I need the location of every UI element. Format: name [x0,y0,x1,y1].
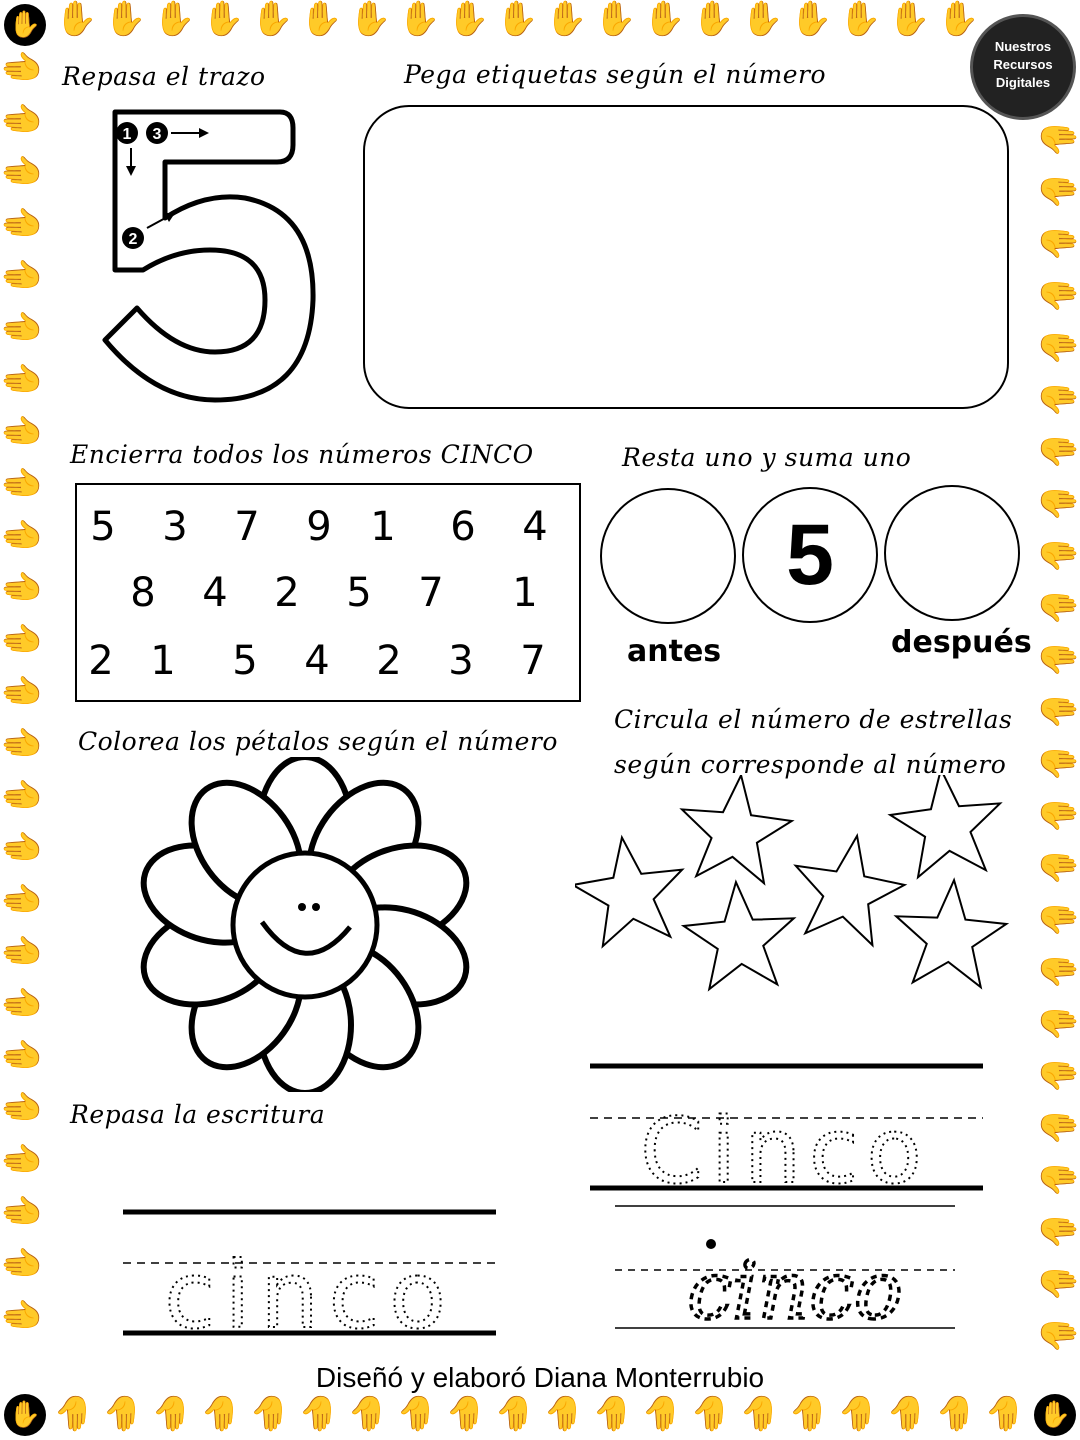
hand-icon: ✋ [1038,949,1078,992]
hand-icon: ✋ [2,462,42,505]
hand-icon: ✋ [1038,273,1078,316]
hand-icon: ✋ [1038,897,1078,940]
star[interactable] [675,775,796,885]
heading-stickers: Pega etiquetas según el número [404,60,827,89]
hand-icon: ✋ [1038,481,1078,524]
writing-lines-left [118,1205,503,1345]
hand-icon: ✋ [2,1086,42,1129]
grid-number[interactable]: 3 [162,504,188,550]
hand-icon: ✋ [2,150,42,193]
hand-icon: ✋ [1038,1157,1078,1200]
footer-credit: Diseñó y elaboró Diana Monterrubio [315,1362,765,1393]
step-2-label: 2 [128,231,138,248]
grid-number[interactable]: 9 [306,504,332,550]
hand-icon: ✋ [738,1393,781,1433]
hand-icon: ✋ [790,0,833,39]
star[interactable] [575,830,691,949]
heading-trace: Repasa el trazo [62,62,266,91]
hand-icon: ✋ [1038,689,1078,732]
hand-icon: ✋ [2,826,42,869]
hand-icon: ✋ [1038,533,1078,576]
logo-line-1: Nuestros [994,39,1052,54]
hand-icon: ✋ [52,1393,95,1433]
hand-icon: ✋ [1038,637,1078,680]
hand-icon: ✋ [1038,117,1078,160]
grid-number[interactable]: 7 [234,504,260,550]
hand-circle-icon: ✋ [4,4,46,46]
logo-badge [970,14,1076,120]
hand-icon: ✋ [2,566,42,609]
flower-eye [312,903,320,911]
hand-icon: ✋ [2,1190,42,1233]
grid-number[interactable]: 2 [376,638,402,684]
hand-icon: ✋ [1038,1053,1078,1096]
hand-icon: ✋ [2,306,42,349]
grid-number[interactable]: 8 [130,570,156,616]
hand-icon: ✋ [2,670,42,713]
hand-icon: ✋ [493,1393,536,1433]
before-label: antes [627,634,722,669]
hand-icon: ✋ [1038,325,1078,368]
hand-icon: ✋ [199,1393,242,1433]
flower-center [233,853,377,997]
hand-icon: ✋ [2,722,42,765]
grid-number[interactable]: 4 [304,638,330,684]
hand-icon: ✋ [689,1393,732,1433]
hand-icon: ✋ [2,774,42,817]
after-label: después [891,625,1032,660]
center-number: 5 [786,507,834,603]
hand-icon: ✋ [398,0,441,39]
star[interactable] [892,876,1009,988]
hand-icon: ✋ [1038,221,1078,264]
hand-icon: ✋ [2,254,42,297]
hand-icon: ✋ [2,410,42,453]
hand-icon: ✋ [1038,1313,1078,1356]
hand-circle-icon: ✋ [4,1394,46,1436]
trace-digit-five [85,100,325,410]
grid-number[interactable]: 4 [522,504,548,550]
hand-icon: ✋ [1038,1105,1078,1148]
hand-icon: ✋ [101,1393,144,1433]
hand-icon: ✋ [741,0,784,39]
step-1-label: 1 [122,126,132,143]
grid-number[interactable]: 1 [512,570,538,616]
hand-icon: ✋ [1038,1209,1078,1252]
hand-icon: ✋ [1038,1261,1078,1304]
hand-icon: ✋ [2,1034,42,1077]
hand-icon: ✋ [1038,793,1078,836]
grid-number[interactable]: 7 [520,638,546,684]
step-3-label: 3 [152,126,162,143]
hand-icon: ✋ [395,1393,438,1433]
hand-icon: ✋ [545,0,588,39]
hand-icon: ✋ [150,1393,193,1433]
heading-stars-1: Circula el número de estrellas [614,705,1013,734]
grid-number[interactable]: 7 [418,570,444,616]
hand-icon: ✋ [640,1393,683,1433]
hand-icon: ✋ [55,0,98,39]
grid-number[interactable]: 4 [202,570,228,616]
hand-icon: ✋ [2,1138,42,1181]
star[interactable] [784,826,911,948]
hand-icon: ✋ [104,0,147,39]
heading-minus-plus: Resta uno y suma uno [622,443,912,472]
heading-write: Repasa la escritura [70,1100,326,1129]
writing-lines-right [585,1060,985,1195]
hand-icon: ✋ [2,878,42,921]
trace-word-cursive: cinco [687,1244,903,1335]
hand-icon: ✋ [2,982,42,1025]
trace-word-cinco: cinco [164,1242,456,1345]
before-circle[interactable] [600,488,736,624]
hand-icon: ✋ [542,1393,585,1433]
flower-eye [298,903,306,911]
hand-icon: ✋ [1038,1001,1078,1044]
hand-icon: ✋ [1038,377,1078,420]
grid-number[interactable]: 5 [232,638,258,684]
number-grid [75,483,581,702]
hand-icon: ✋ [787,1393,830,1433]
hand-icon: ✋ [153,0,196,39]
hand-icon: ✋ [349,0,392,39]
hand-icon: ✋ [2,46,42,89]
heading-stars-2: según corresponde al número [614,750,1007,779]
hand-icon: ✋ [2,1242,42,1285]
grid-number[interactable]: 2 [274,570,300,616]
hand-icon: ✋ [1038,585,1078,628]
writing-lines-cursive [610,1200,960,1335]
hand-icon: ✋ [591,1393,634,1433]
hand-icon: ✋ [496,0,539,39]
grid-number[interactable]: 1 [150,638,176,684]
hand-icon: ✋ [885,1393,928,1433]
hand-icon: ✋ [594,0,637,39]
logo-line-2: Recursos [993,57,1053,72]
grid-number[interactable]: 2 [88,638,114,684]
star[interactable] [886,775,1007,879]
hand-icon: ✋ [447,0,490,39]
hand-icon: ✋ [1038,845,1078,888]
grid-number[interactable]: 5 [90,504,116,550]
grid-number[interactable]: 5 [346,570,372,616]
grid-number[interactable]: 1 [370,504,396,550]
sticker-area[interactable] [363,105,1009,409]
heading-circle-five: Encierra todos los números CINCO [70,440,534,469]
grid-number[interactable]: 3 [448,638,474,684]
hand-icon: ✋ [2,1294,42,1337]
hand-icon: ✋ [2,618,42,661]
hand-icon: ✋ [1038,741,1078,784]
grid-number[interactable]: 6 [450,504,476,550]
hand-icon: ✋ [2,930,42,973]
hand-icon: ✋ [934,1393,977,1433]
hand-icon: ✋ [2,98,42,141]
hand-icon: ✋ [2,514,42,557]
hand-icon: ✋ [1038,429,1078,472]
hand-icon: ✋ [839,0,882,39]
logo-line-3: Digitales [995,75,1051,90]
hand-icon: ✋ [643,0,686,39]
hand-icon: ✋ [983,1393,1026,1433]
hand-icon: ✋ [444,1393,487,1433]
hand-icon: ✋ [248,1393,291,1433]
hand-icon: ✋ [300,0,343,39]
hand-icon: ✋ [346,1393,389,1433]
hand-icon: ✋ [2,202,42,245]
hand-icon: ✋ [937,0,980,39]
hand-icon: ✋ [692,0,735,39]
after-circle[interactable] [884,485,1020,621]
hand-icon: ✋ [251,0,294,39]
stars-group [575,775,1015,1000]
hand-icon: ✋ [297,1393,340,1433]
hand-circle-icon: ✋ [1034,1394,1076,1436]
hand-icon: ✋ [836,1393,879,1433]
flower-drawing[interactable] [140,757,470,1092]
hand-icon: ✋ [888,0,931,39]
hand-icon: ✋ [1038,169,1078,212]
hand-icon: ✋ [202,0,245,39]
hand-icon: ✋ [2,358,42,401]
star[interactable] [681,878,798,990]
trace-word-Cinco: Cinco [640,1099,930,1195]
heading-color-petals: Colorea los pétalos según el número [78,727,558,756]
center-circle [742,487,878,623]
